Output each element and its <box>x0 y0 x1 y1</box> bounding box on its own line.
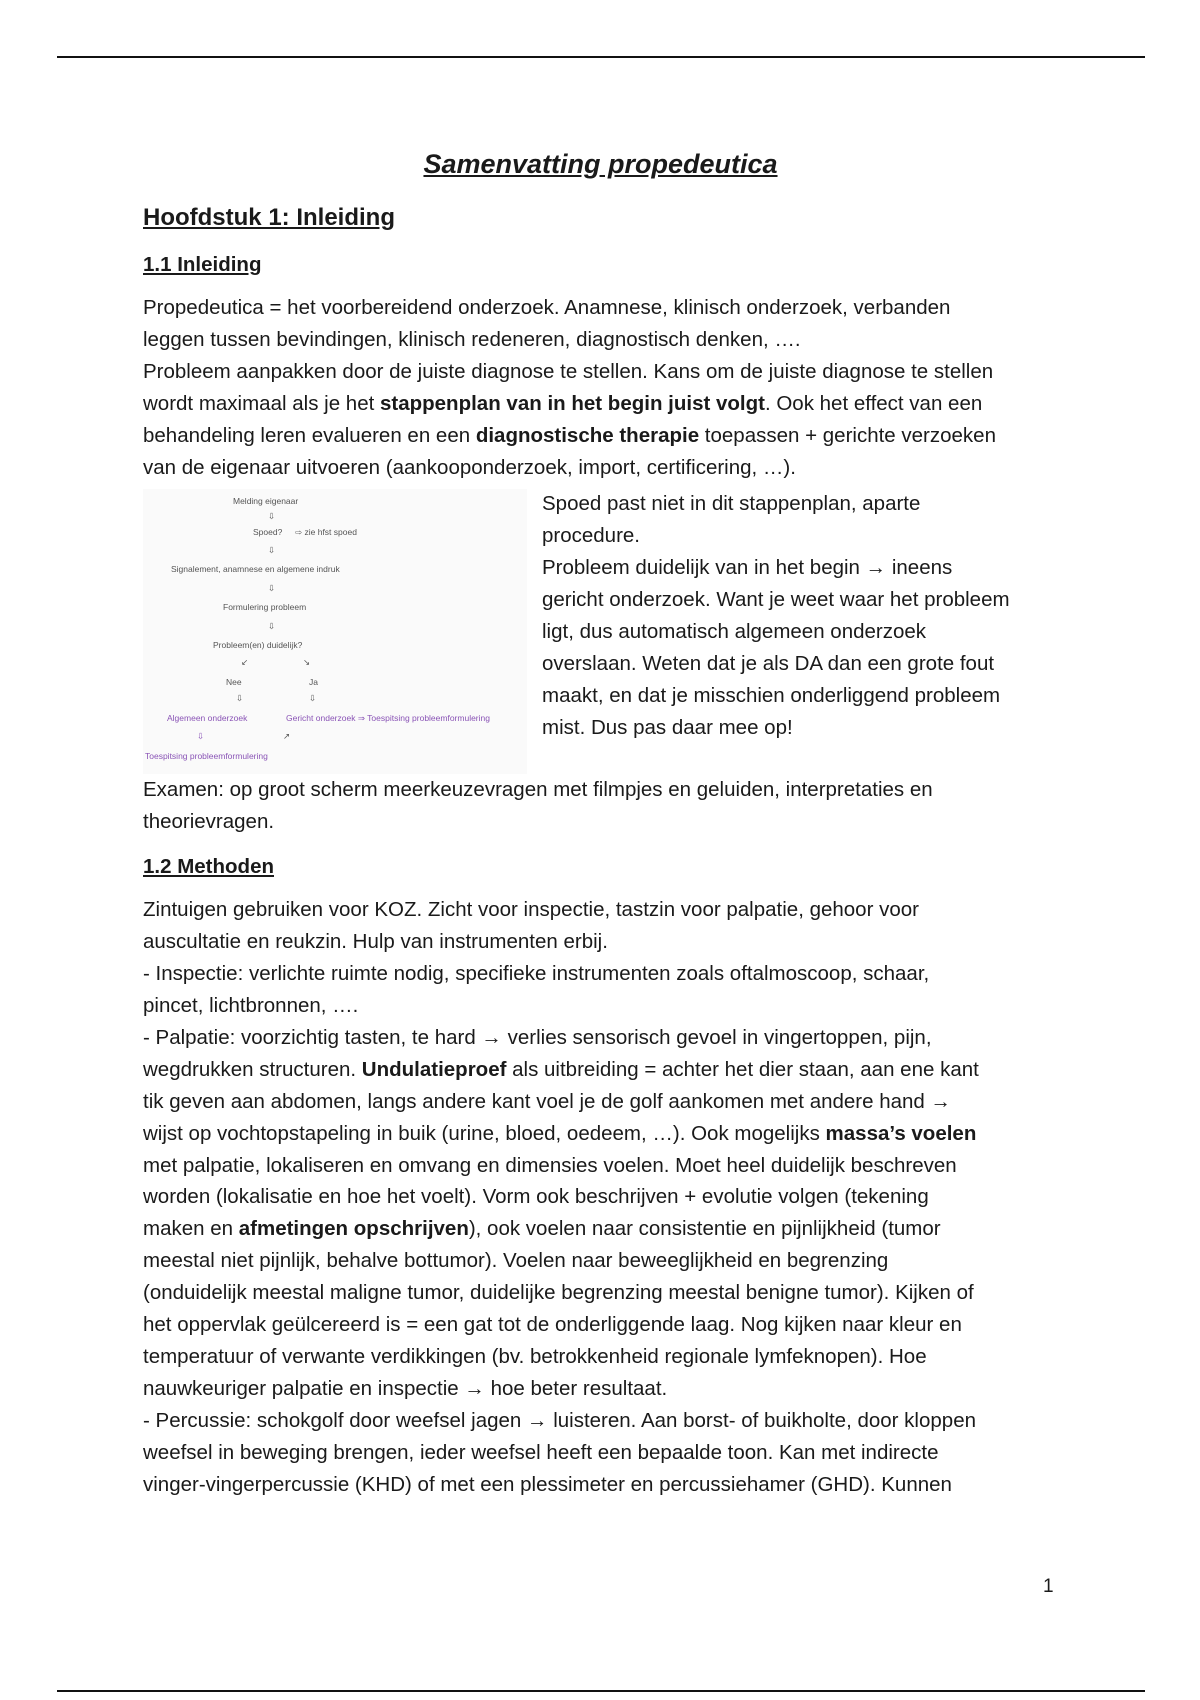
text-line: van de eigenaar uitvoeren (aankooponderzoek, import, certificering, …). <box>143 455 796 479</box>
text-line: Propedeutica = het voorbereidend onderzoek. Anamnese, klinisch onderzoek, verbanden <box>143 296 951 319</box>
text-line: - Inspectie: verlichte ruimte nodig, specifieke instrumenten zoals oftalmoscoop, schaar, <box>143 962 930 986</box>
text-line: (onduidelijk meestal maligne tumor, duidelijke begrenzing meestal benigne tumor). Kijken of <box>143 1281 974 1305</box>
section-heading-1-2: 1.2 Methoden <box>143 855 274 879</box>
flow-arrow: ⇩ <box>236 693 244 704</box>
flow-node: Formulering probleem <box>223 602 307 613</box>
text-line: overslaan. Weten dat je als DA dan een grote fout <box>542 651 995 675</box>
flow-arrow: ↘ <box>303 657 311 668</box>
flow-arrow: ↙ <box>241 657 249 668</box>
text-line: leggen tussen bevindingen, klinisch redeneren, diagnostisch denken, …. <box>143 327 801 351</box>
text-line: Zintuigen gebruiken voor KOZ. Zicht voor inspectie, tastzin voor palpatie, gehoor voor <box>143 898 919 922</box>
flow-node: Ja <box>309 677 318 688</box>
flow-note: ⇨ zie hfst spoed <box>295 527 357 538</box>
section-heading-1-1: 1.1 Inleiding <box>143 253 262 276</box>
text-run: behandeling leren evalueren en een <box>143 423 476 447</box>
text-line: maakt, en dat je misschien onderliggend probleem <box>542 683 1001 707</box>
flowchart-notes <box>542 488 1062 743</box>
text-run: als uitbreiding = achter het dier staan, aan ene kant <box>506 1057 979 1081</box>
flow-arrow: ⇩ <box>268 583 276 594</box>
flowchart-image <box>143 489 527 774</box>
text-line: het oppervlak geülcereerd is = een gat tot de onderliggende laag. Nog kijken naar kleur en <box>143 1313 962 1337</box>
flow-arrow: ⇩ <box>309 693 317 704</box>
text-line: weefsel in beweging brengen, ieder weefsel heeft een bepaalde toon. Kan met indirecte <box>143 1440 939 1464</box>
flow-arrow: ↗ <box>283 731 291 742</box>
text-line <box>143 1118 1058 1150</box>
text-line <box>143 420 1058 452</box>
text-line: Probleem aanpakken door de juiste diagnose te stellen. Kans om de juiste diagnose te stellen <box>143 359 994 383</box>
text-line: nauwkeuriger palpatie en inspectie → hoe beter resultaat. <box>143 1376 668 1400</box>
methods-paragraph <box>143 894 1058 1500</box>
flow-node: Algemeen onderzoek <box>167 713 248 724</box>
flow-node: Signalement, anamnese en algemene indruk <box>171 564 340 575</box>
text-line: auscultatie en reukzin. Hulp van instrumenten erbij. <box>143 930 608 954</box>
text-run: maken en <box>143 1217 239 1241</box>
text-line: temperatuur of verwante verdikkingen (bv. betrokkenheid regionale lymfeknopen). Hoe <box>143 1344 927 1368</box>
text-run: wegdrukken structuren. <box>143 1057 362 1081</box>
footer-rule <box>57 1690 1145 1692</box>
text-line: mist. Dus pas daar mee op! <box>542 715 793 739</box>
text-line: Spoed past niet in dit stappenplan, aparte <box>542 492 921 516</box>
text-line: Examen: op groot scherm meerkeuzevragen met filmpjes en geluiden, interpretaties en <box>143 778 933 802</box>
text-line <box>143 388 1058 420</box>
document-page <box>143 146 1058 1500</box>
text-line: procedure. <box>542 524 641 548</box>
chapter-heading: Hoofdstuk 1: Inleiding <box>143 204 395 231</box>
flow-node: Probleem(en) duidelijk? <box>213 640 303 651</box>
text-run: wijst op vochtopstapeling in buik (urine, bloed, oedeem, …). Ook mogelijks <box>143 1121 826 1145</box>
flow-node: Gericht onderzoek ⇒ Toespitsing probleemformulering <box>286 713 490 724</box>
intro-paragraph <box>143 292 1058 483</box>
text-line: vinger-vingerpercussie (KHD) of met een plessimeter en percussiehamer (GHD). Kunnen <box>143 1472 952 1496</box>
figure-row <box>143 489 1058 774</box>
text-line: tik geven aan abdomen, langs andere kant voel je de golf aankomen met andere hand → <box>143 1089 952 1113</box>
text-line <box>143 1054 1058 1086</box>
text-line: met palpatie, lokaliseren en omvang en dimensies voelen. Moet heel duidelijk beschreven <box>143 1153 957 1177</box>
text-line: theorievragen. <box>143 810 275 834</box>
bold-term: afmetingen opschrijven <box>238 1217 469 1241</box>
text-line: worden (lokalisatie en hoe het voelt). Vorm ook beschrijven + evolutie volgen (tekening <box>143 1185 929 1209</box>
flow-arrow: ⇩ <box>268 621 276 632</box>
flow-arrow: ⇩ <box>268 545 276 556</box>
header-rule <box>57 56 1145 58</box>
text-line: gericht onderzoek. Want je weet waar het probleem <box>542 588 1010 612</box>
document-title: Samenvatting propedeutica <box>423 149 778 179</box>
exam-paragraph <box>143 774 1058 838</box>
flow-arrow: ⇩ <box>268 511 276 522</box>
bold-term: massa’s voelen <box>825 1121 977 1145</box>
flow-arrow: ⇩ <box>197 731 205 742</box>
flow-node: Melding eigenaar <box>233 496 299 507</box>
page-number: 1 <box>1043 1576 1054 1597</box>
text-run: . Ook het effect van een <box>764 391 983 415</box>
text-run: ), ook voelen naar consistentie en pijnlijkheid (tumor <box>468 1217 941 1241</box>
text-line: pincet, lichtbronnen, …. <box>143 993 359 1017</box>
text-line <box>143 1213 1058 1245</box>
text-line: - Palpatie: voorzichtig tasten, te hard → verlies sensorisch gevoel in vingertoppen, pijn, <box>143 1025 932 1049</box>
text-line: Probleem duidelijk van in het begin → ineens <box>542 556 953 580</box>
bold-term: Undulatieproef <box>361 1057 507 1081</box>
flow-node: Spoed? <box>253 527 283 538</box>
flow-node: Toespitsing probleemformulering <box>145 751 268 762</box>
text-line: ligt, dus automatisch algemeen onderzoek <box>542 620 927 644</box>
bold-term: stappenplan van in het begin juist volgt <box>379 391 765 415</box>
text-line: meestal niet pijnlijk, behalve bottumor). Voelen naar beweeglijkheid en begrenzing <box>143 1249 889 1273</box>
text-run: wordt maximaal als je het <box>143 391 380 415</box>
text-line: - Percussie: schokgolf door weefsel jagen → luisteren. Aan borst- of buikholte, door kloppen <box>143 1408 976 1432</box>
flow-node: Nee <box>226 677 242 688</box>
bold-term: diagnostische therapie <box>475 423 700 447</box>
text-run: toepassen + gerichte verzoeken <box>699 423 996 447</box>
